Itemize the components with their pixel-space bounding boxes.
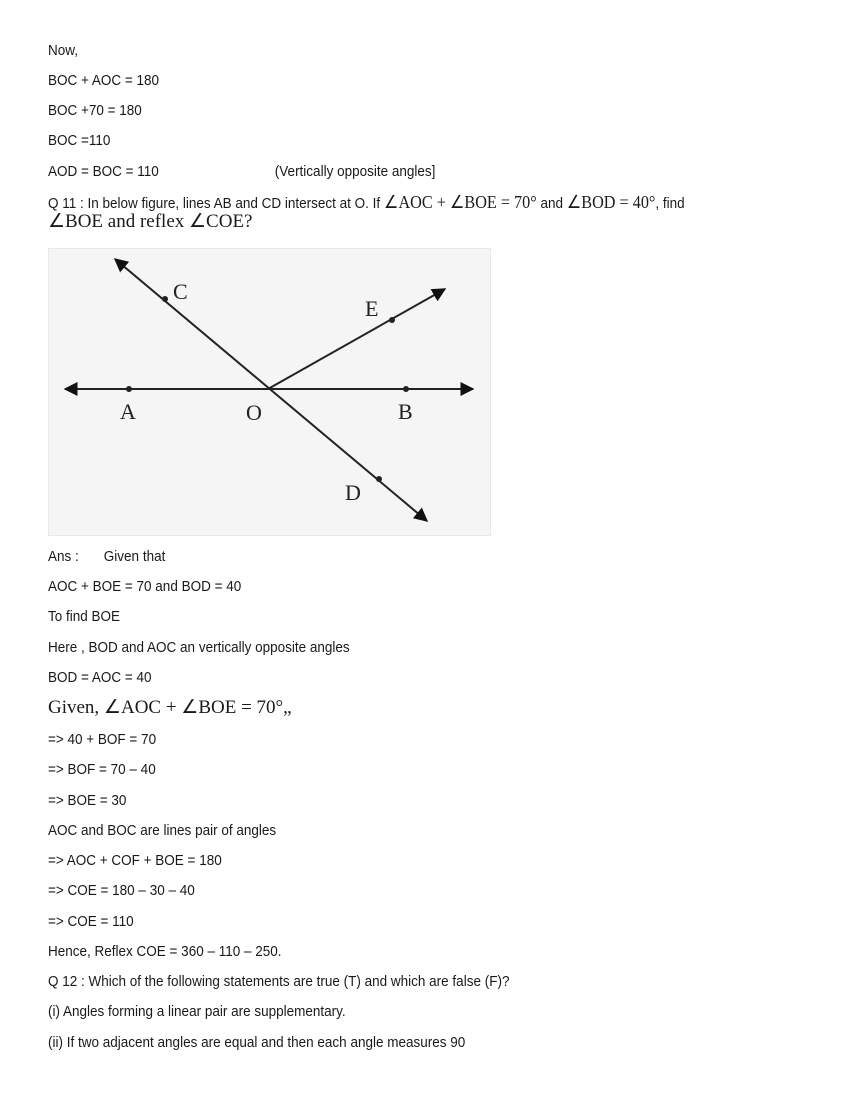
step-bof-70-40: => BOF = 70 – 40 bbox=[48, 761, 156, 778]
question-12-part-ii: (ii) If two adjacent angles are equal and then each angle measures 90 bbox=[48, 1034, 466, 1051]
equation-boc-aoc: BOC + AOC = 180 bbox=[48, 72, 160, 89]
q11-text-find: , find bbox=[655, 195, 685, 212]
q11-math-bod: ∠BOD = 40° bbox=[566, 192, 656, 212]
question-12-part-i: (i) Angles forming a linear pair are supplementary. bbox=[48, 1003, 346, 1020]
figure-svg bbox=[49, 249, 492, 537]
ray-oe bbox=[268, 289, 445, 389]
q11-math-aoc-boe: ∠AOC + ∠BOE = 70° bbox=[383, 192, 537, 212]
linear-pair-statement: AOC and BOC are lines pair of angles bbox=[48, 822, 277, 839]
aod-boc-text: AOD = BOC = 110 bbox=[48, 163, 159, 180]
point-c bbox=[162, 296, 168, 302]
equation-boc-110: BOC =110 bbox=[48, 132, 111, 149]
step-40-bof: => 40 + BOF = 70 bbox=[48, 731, 157, 748]
text-now: Now, bbox=[48, 42, 79, 59]
to-find-statement: To find BOE bbox=[48, 608, 121, 625]
given-statement: AOC + BOE = 70 and BOD = 40 bbox=[48, 578, 242, 595]
step-coe-110: => COE = 110 bbox=[48, 913, 134, 930]
q11-text-a: Q 11 : In below figure, lines AB and CD intersect at O. If bbox=[48, 195, 384, 212]
step-aoc-cof-boe: => AOC + COF + BOE = 180 bbox=[48, 852, 222, 869]
label-o: O bbox=[246, 400, 262, 425]
label-c: C bbox=[173, 279, 188, 304]
label-b: B bbox=[398, 399, 413, 424]
given-that-label: Given that bbox=[103, 548, 166, 565]
point-a bbox=[126, 386, 132, 392]
equation-aod-boc bbox=[48, 162, 462, 182]
q11-text-and: and bbox=[536, 195, 567, 212]
answer-header bbox=[48, 547, 318, 567]
point-d bbox=[376, 476, 382, 482]
vertically-opposite-note: (Vertically opposite angles] bbox=[274, 163, 436, 180]
bod-aoc-equation: BOD = AOC = 40 bbox=[48, 669, 152, 686]
step-boe-30: => BOE = 30 bbox=[48, 792, 127, 809]
equation-boc-70: BOC +70 = 180 bbox=[48, 102, 142, 119]
ans-label: Ans : bbox=[48, 548, 79, 565]
point-e bbox=[389, 317, 395, 323]
question-11-line2: ∠BOE and reflex ∠COE? bbox=[48, 211, 253, 232]
step-coe-180: => COE = 180 – 30 – 40 bbox=[48, 882, 195, 899]
intersecting-lines-figure bbox=[48, 248, 491, 536]
label-e: E bbox=[365, 296, 379, 321]
label-a: A bbox=[120, 399, 136, 424]
given-math-equation: Given, ∠AOC + ∠BOE = 70°„ bbox=[48, 697, 292, 718]
reflex-coe-conclusion: Hence, Reflex COE = 360 – 110 – 250. bbox=[48, 943, 282, 960]
vertically-opposite-statement: Here , BOD and AOC an vertically opposite angles bbox=[48, 639, 350, 656]
point-b bbox=[403, 386, 409, 392]
question-12: Q 12 : Which of the following statements are true (T) and which are false (F)? bbox=[48, 973, 510, 990]
label-d: D bbox=[345, 480, 361, 505]
